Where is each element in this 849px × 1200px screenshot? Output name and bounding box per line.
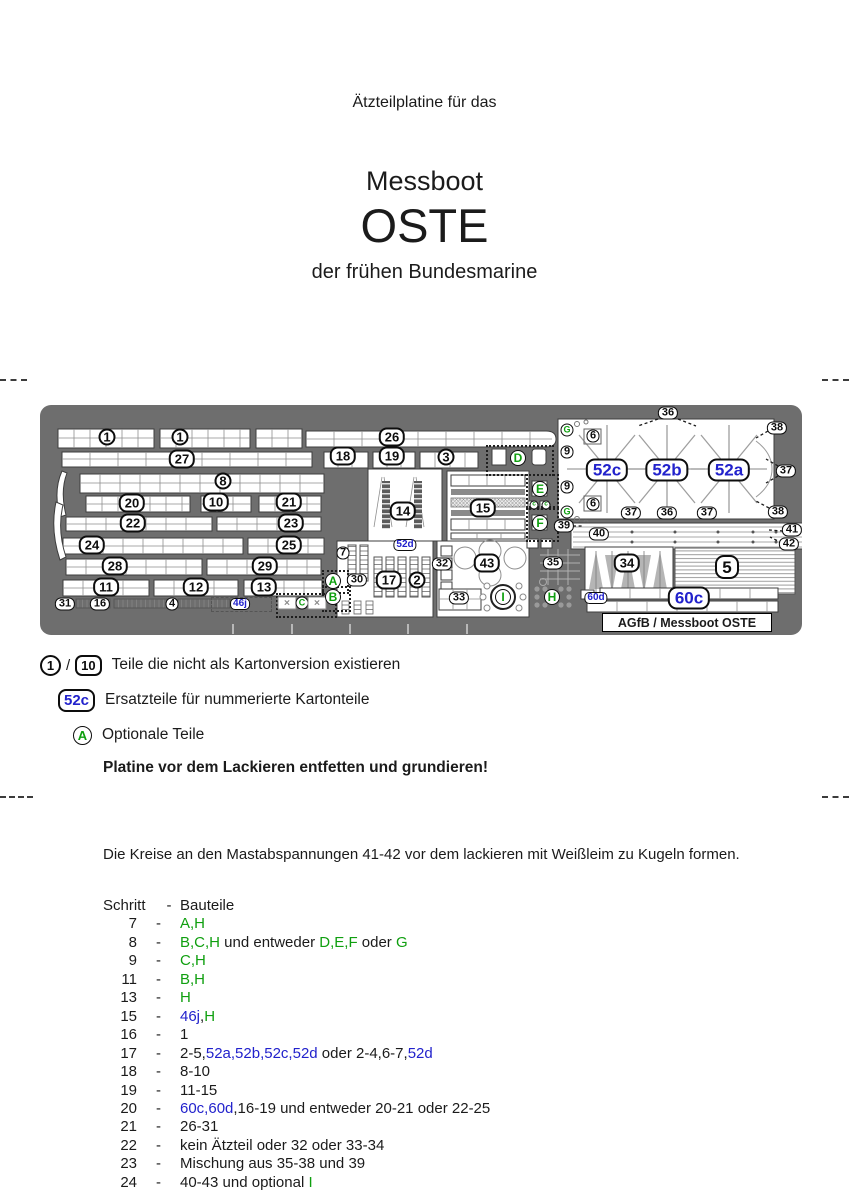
rect-10-icon: 10 xyxy=(75,655,101,676)
part-badge-21: 21 xyxy=(276,493,302,512)
step-row xyxy=(103,1045,490,1063)
part-badge-37: 37 xyxy=(697,507,717,520)
legend-text: Teile die nicht als Kartonversion existieren xyxy=(111,656,401,673)
part-badge-25: 25 xyxy=(276,536,302,555)
part-badge-14: 14 xyxy=(390,502,416,521)
step-row xyxy=(103,1118,490,1136)
step-parts: 11-15 xyxy=(180,1081,218,1099)
part-badge-c: c xyxy=(542,501,551,510)
step-row xyxy=(103,971,490,989)
part-badge-52d: 52d xyxy=(393,539,416,551)
step-row xyxy=(103,1026,490,1044)
step-row xyxy=(103,952,490,970)
step-row xyxy=(103,1100,490,1118)
part-badge-24: 24 xyxy=(79,536,105,555)
step-parts: 46j,H xyxy=(180,1007,216,1025)
part-badge-36: 36 xyxy=(657,507,677,520)
part-badge-G: G xyxy=(561,424,574,437)
part-badge-9: 9 xyxy=(561,446,574,459)
circle-1-icon: 1 xyxy=(40,655,61,676)
legend-item-replacement-parts xyxy=(58,689,370,711)
part-badge-37: 37 xyxy=(776,465,796,478)
step-parts: B,C,H und entweder D,E,F oder G xyxy=(180,933,408,951)
part-badge-34: 34 xyxy=(614,554,640,573)
step-dash: - xyxy=(156,1026,161,1044)
part-badge-C: C xyxy=(296,597,309,610)
part-badge-32: 32 xyxy=(432,558,452,571)
step-dash: - xyxy=(156,1099,161,1117)
legend-text: Optionale Teile xyxy=(102,726,205,743)
etch-board-diagram xyxy=(40,405,802,635)
part-badge-39: 39 xyxy=(554,520,574,533)
part-badge-I: I xyxy=(495,589,511,605)
part-badge-6: 6 xyxy=(587,498,600,511)
step-number: 16 xyxy=(120,1026,137,1044)
step-dash: - xyxy=(156,952,161,970)
step-number: 22 xyxy=(120,1136,137,1154)
part-badge-9: 9 xyxy=(561,481,574,494)
step-parts: Mischung aus 35-38 und 39 xyxy=(180,1155,366,1173)
step-parts: kein Ätzteil oder 32 oder 33-34 xyxy=(180,1136,385,1154)
step-row xyxy=(103,1137,490,1155)
step-parts: 26-31 xyxy=(180,1118,219,1136)
step-dash: - xyxy=(156,1118,161,1136)
part-badge-2: 2 xyxy=(409,572,426,589)
part-badge-19: 19 xyxy=(379,447,405,466)
part-badge-1: 1 xyxy=(172,429,189,446)
steps-header-bauteile: Bauteile xyxy=(180,897,235,914)
part-badge-43: 43 xyxy=(474,554,500,573)
step-row xyxy=(103,1155,490,1173)
step-dash: - xyxy=(156,1044,161,1062)
step-parts: 1 xyxy=(180,1026,189,1044)
step-dash: - xyxy=(156,1081,161,1099)
step-parts: B,H xyxy=(180,970,206,988)
part-badge-5: 5 xyxy=(715,555,739,579)
part-badge-60c: 60c xyxy=(668,587,710,610)
step-row xyxy=(103,1008,490,1026)
part-badge-D: D xyxy=(510,450,526,466)
part-badge-33: 33 xyxy=(449,592,469,605)
step-row xyxy=(103,1063,490,1081)
step-number: 8 xyxy=(128,933,137,951)
step-parts: 2-5,52a,52b,52c,52d oder 2-4,6-7,52d xyxy=(180,1044,433,1062)
part-badge-41: 41 xyxy=(782,524,802,537)
badge-52c-icon: 52c xyxy=(58,689,95,712)
cut-mark xyxy=(822,379,849,381)
step-parts: 60c,60d,16-19 und entweder 20-21 oder 22-25 xyxy=(180,1099,491,1117)
part-badge-52a: 52a xyxy=(708,459,750,482)
slash-separator: / xyxy=(66,656,71,674)
step-row xyxy=(103,1174,490,1192)
step-parts: H xyxy=(180,989,191,1007)
step-number: 21 xyxy=(120,1118,137,1136)
x-mark-icon: ✕ xyxy=(308,597,327,610)
step-dash: - xyxy=(156,1007,161,1025)
part-badge-31: 31 xyxy=(55,598,75,611)
step-parts: 8-10 xyxy=(180,1063,211,1081)
step-row xyxy=(103,989,490,1007)
part-badge-29: 29 xyxy=(252,557,278,576)
part-badge-c: c xyxy=(530,501,539,510)
part-badge-11: 11 xyxy=(93,578,119,597)
step-parts: C,H xyxy=(180,952,206,970)
step-number: 20 xyxy=(120,1099,137,1117)
step-row xyxy=(103,1082,490,1100)
part-badge-18: 18 xyxy=(330,447,356,466)
part-badge-6: 6 xyxy=(587,430,600,443)
step-number: 17 xyxy=(120,1044,137,1062)
step-number: 23 xyxy=(120,1155,137,1173)
cut-mark xyxy=(822,796,849,798)
part-badge-15: 15 xyxy=(470,499,496,518)
step-number: 19 xyxy=(120,1081,137,1099)
part-badge-G: G xyxy=(561,506,574,519)
part-badge-52b: 52b xyxy=(645,459,688,482)
part-badge-52c: 52c xyxy=(586,459,628,482)
part-badge-60d: 60d xyxy=(584,592,607,604)
part-badge-37: 37 xyxy=(621,507,641,520)
part-badge-22: 22 xyxy=(120,514,146,533)
step-number: 11 xyxy=(121,970,137,988)
steps-header-dash: - xyxy=(166,897,172,914)
part-badge-10: 10 xyxy=(203,493,229,512)
part-badge-H: H xyxy=(544,589,560,605)
page-subtitle: Ätzteilplatine für das xyxy=(352,94,497,111)
part-badge-36: 36 xyxy=(658,407,678,420)
part-badge-40: 40 xyxy=(589,528,609,541)
title-messboot: Messboot xyxy=(365,166,484,196)
step-number: 13 xyxy=(120,989,137,1007)
step-row xyxy=(103,915,490,933)
steps-header-schritt: Schritt xyxy=(103,897,146,914)
part-badge-28: 28 xyxy=(102,557,128,576)
step-number: 15 xyxy=(120,1007,137,1025)
step-dash: - xyxy=(156,1063,161,1081)
step-dash: - xyxy=(156,970,161,988)
step-parts: A,H xyxy=(180,915,206,933)
part-badge-23: 23 xyxy=(278,514,304,533)
step-number: 9 xyxy=(128,952,137,970)
part-badge-A: A xyxy=(325,573,341,589)
priming-warning: Platine vor dem Lackieren entfetten und grundieren! xyxy=(103,759,488,776)
part-badge-E: E xyxy=(532,481,548,497)
step-number: 24 xyxy=(120,1173,137,1191)
part-badge-26: 26 xyxy=(379,428,405,447)
step-dash: - xyxy=(156,989,161,1007)
x-mark-icon: ✕ xyxy=(278,597,297,610)
part-badge-4: 4 xyxy=(166,598,179,611)
part-badge-27: 27 xyxy=(169,450,195,469)
legend-text: Ersatzteile für nummerierte Kartonteile xyxy=(105,691,370,708)
steps-header xyxy=(103,897,490,915)
part-badge-13: 13 xyxy=(251,578,277,597)
step-dash: - xyxy=(156,1155,161,1173)
part-badge-17: 17 xyxy=(376,571,402,590)
part-badge-20: 20 xyxy=(119,494,145,513)
step-number: 18 xyxy=(120,1063,137,1081)
step-row xyxy=(103,934,490,952)
circle-A-icon: A xyxy=(73,726,92,745)
title-oste: OSTE xyxy=(360,199,489,252)
title-bundesmarine: der frühen Bundesmarine xyxy=(311,261,538,283)
steps-table xyxy=(103,897,490,1192)
step-dash: - xyxy=(156,1136,161,1154)
part-badge-46j: 46j xyxy=(230,598,250,610)
notes-paragraph: Die Kreise an den Mastabspannungen 41-42 vor dem lackieren mit Weißleim zu Kugeln formen. xyxy=(103,846,740,863)
part-badge-30: 30 xyxy=(347,574,367,587)
part-badge-16: 16 xyxy=(90,598,110,611)
plate-maker-label: AGfB / Messboot OSTE xyxy=(602,613,772,632)
part-badge-42: 42 xyxy=(779,538,799,551)
legend-item-unique-parts xyxy=(40,654,400,676)
part-badge-1: 1 xyxy=(99,429,116,446)
step-number: 7 xyxy=(128,915,137,933)
part-badge-38: 38 xyxy=(767,422,787,435)
part-badge-35: 35 xyxy=(543,557,563,570)
step-dash: - xyxy=(156,915,161,933)
part-badge-3: 3 xyxy=(438,449,455,466)
legend-item-optional-parts xyxy=(73,724,204,746)
step-parts: 40-43 und optional I xyxy=(180,1173,313,1191)
part-badge-8: 8 xyxy=(215,473,232,490)
part-badge-B: B xyxy=(325,589,341,605)
part-badge-38: 38 xyxy=(768,506,788,519)
part-badge-F: F xyxy=(532,515,548,531)
step-dash: - xyxy=(156,1173,161,1191)
cut-mark xyxy=(0,379,27,381)
cut-mark xyxy=(0,796,33,798)
part-badge-7: 7 xyxy=(337,547,350,560)
part-badge-12: 12 xyxy=(183,578,209,597)
step-dash: - xyxy=(156,933,161,951)
